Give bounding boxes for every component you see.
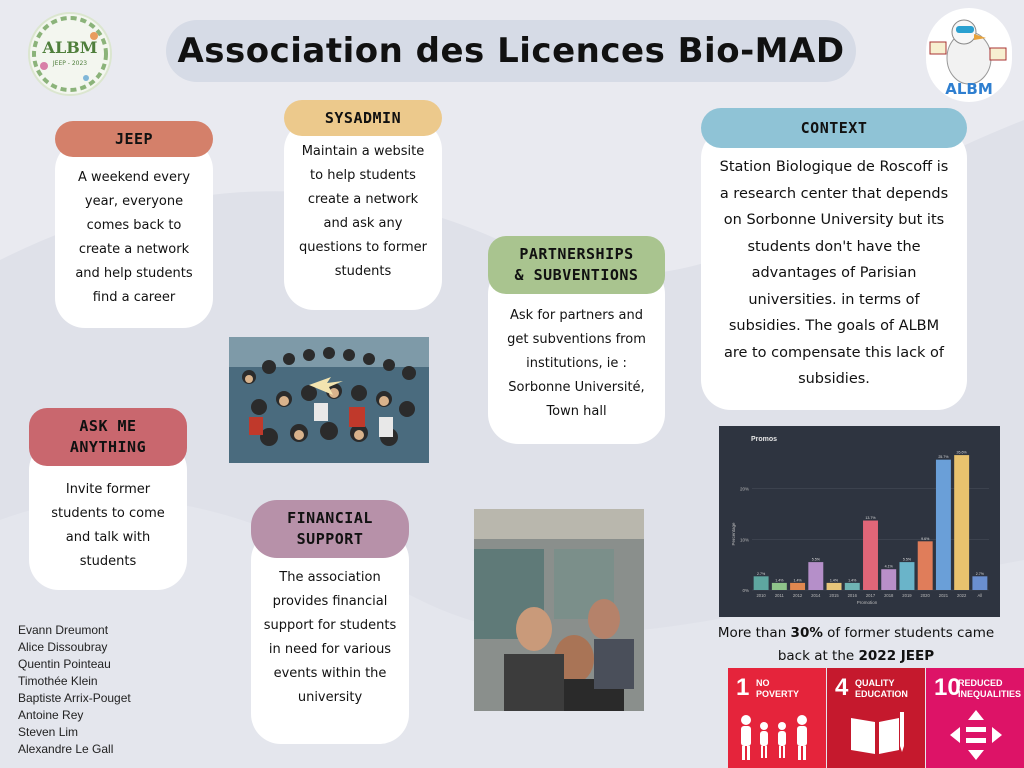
sdg-tile-reduced-inequalities: [926, 668, 1024, 768]
chart-data-label: 9.6%: [921, 536, 930, 541]
chart-data-label: 5.5%: [902, 557, 912, 562]
albm-jeep-logo: [28, 12, 112, 96]
team-member-name: Antoine Rey: [18, 708, 84, 722]
chart-bar: [863, 521, 878, 590]
partnerships-tag-line2: & SUBVENTIONS: [514, 266, 639, 284]
chart-bar: [972, 576, 987, 590]
caption-highlight-percent: 30%: [790, 625, 823, 641]
chart-data-label: 1.4%: [775, 578, 784, 583]
chart-xtick-label: 2012: [792, 593, 803, 598]
financial-card: [251, 530, 409, 744]
chart-bar: [899, 562, 914, 590]
group-photo-boat: [229, 337, 429, 463]
jeep-return-caption: [706, 622, 1006, 668]
context-tag: [701, 108, 967, 148]
left-logo-subtitle: JEEP - 2023: [52, 60, 88, 67]
family-icon: [738, 712, 816, 762]
chart-data-label: 13.7%: [865, 516, 876, 521]
sysadmin-card: [284, 120, 442, 310]
chart-data-label: 26.6%: [956, 450, 967, 455]
chart-title: Promos: [751, 436, 778, 443]
chart-bar: [808, 562, 823, 590]
caption-middle: of former students came back at the: [777, 625, 995, 664]
chart-bar: [936, 460, 951, 590]
sdg-number: 4: [835, 674, 849, 701]
chart-data-label: 4.1%: [884, 564, 893, 569]
sdg-number: 10: [934, 674, 961, 701]
partnerships-text: Ask for partners and get subventions from institutions, ie : Sorbonne Université, Town hall: [507, 308, 646, 419]
sdg-label-line2: EDUCATION: [855, 689, 908, 699]
chart-bar: [827, 583, 842, 590]
chart-bar: [754, 576, 769, 590]
selfie-photo-image: [474, 509, 644, 711]
financial-tag-line1: FINANCIAL: [287, 509, 373, 527]
sdg-number: 1: [736, 674, 750, 701]
right-logo-text: ALBM: [945, 80, 993, 98]
left-logo-text: ALBM: [42, 38, 98, 57]
promos-chart-svg: [719, 426, 1000, 617]
chart-ytick-label: 0%: [742, 588, 749, 593]
promos-chart: [719, 426, 1000, 617]
chart-xtick-label: 2019: [902, 593, 912, 598]
selfie-photo: [474, 509, 644, 711]
chart-xtick-label: 2021: [938, 593, 949, 598]
jeep-text: A weekend every year, everyone comes back to create a network and help students find a career: [75, 170, 193, 305]
chart-ytick-label: 10%: [739, 537, 749, 543]
team-member-name: Baptiste Arrix-Pouget: [18, 691, 131, 705]
chart-xtick-label: All: [977, 593, 983, 598]
team-member-name: Timothée Klein: [18, 674, 98, 688]
jeep-tag: [55, 121, 213, 157]
jeep-card: [55, 140, 213, 328]
equals-arrows-icon: [948, 708, 1004, 762]
sdg-label: [756, 678, 799, 700]
chart-data-label: 5.5%: [811, 557, 820, 562]
team-member-name: Steven Lim: [18, 725, 79, 739]
sysadmin-tag-label: SYSADMIN: [324, 108, 402, 127]
chart-data-label: 1.4%: [793, 578, 802, 583]
team-member-name: Alexandre Le Gall: [18, 742, 114, 756]
chart-data-label: 2.7%: [757, 571, 766, 576]
sdg-label-line2: POVERTY: [756, 689, 800, 699]
partnerships-tag: [488, 236, 665, 294]
chart-xtick-label: 2022: [956, 593, 967, 598]
chart-data-label: 1.4%: [829, 578, 839, 583]
chart-bar: [845, 583, 860, 590]
chart-xtick-label: 2020: [920, 593, 930, 598]
chart-bar: [772, 583, 787, 590]
chart-bar: [954, 455, 969, 590]
ama-text: Invite former students to come and talk with students: [51, 482, 165, 569]
group-photo-image: [229, 337, 429, 463]
team-member-name: Quentin Pointeau: [18, 657, 111, 671]
financial-text: The association provides financial support for students in need for various events within the university: [263, 570, 397, 705]
albm-mascot-logo: [926, 8, 1012, 102]
chart-xlabel: Promotion: [856, 600, 878, 605]
sysadmin-tag: [284, 100, 442, 136]
ama-tag-line1: ASK ME: [79, 417, 137, 435]
chart-data-label: 1.4%: [848, 578, 857, 583]
team-names-list: [18, 622, 131, 758]
page-title: Association des Licences Bio-MAD: [166, 20, 856, 82]
financial-tag-line2: SUPPORT: [296, 530, 364, 548]
team-member-name: Evann Dreumont: [18, 623, 109, 637]
chart-xtick-label: 2014: [811, 593, 821, 598]
ama-tag: [29, 408, 187, 466]
partnerships-tag-line1: PARTNERSHIPS: [519, 245, 634, 263]
chart-xtick-label: 2011: [774, 593, 784, 598]
chart-bar: [918, 541, 933, 590]
chart-xtick-label: 2010: [756, 593, 766, 598]
jeep-tag-label: JEEP: [114, 129, 154, 148]
context-tag-label: CONTEXT: [800, 118, 868, 137]
chart-xtick-label: 2015: [829, 593, 839, 598]
chart-bar: [790, 583, 805, 590]
sdg-tile-quality-education: [827, 668, 925, 768]
chart-ytick-label: 20%: [739, 486, 749, 492]
caption-before: More than: [717, 625, 791, 641]
context-card: [701, 128, 967, 410]
sdg-label: [855, 678, 908, 700]
sdg-label-line1: REDUCED: [958, 678, 1003, 688]
chart-bar: [881, 569, 896, 590]
sdg-label-line1: NO: [756, 678, 770, 688]
sdg-label-line1: QUALITY: [855, 678, 895, 688]
sdg-label-line2: INEQUALITIES: [958, 689, 1022, 699]
sdg-label: [958, 678, 1021, 700]
book-icon: [849, 712, 905, 756]
context-text: Station Biologique de Roscoff is a research center that depends on Sorbonne University but its students don't have the advantages of Parisian universities. in terms of subsidies. The goals of ALBM are to compensate this lack of subsidies.: [719, 159, 949, 387]
chart-xtick-label: 2017: [865, 593, 876, 598]
ama-tag-line2: ANYTHING: [69, 438, 147, 456]
team-member-name: Alice Dissoubray: [18, 640, 108, 654]
chart-xtick-label: 2018: [884, 593, 894, 598]
chart-ylabel: Percentage: [731, 522, 736, 546]
chart-data-label: 25.7%: [938, 455, 949, 460]
chart-data-label: 2.7%: [975, 571, 984, 576]
caption-highlight-jeep: 2022 JEEP: [858, 648, 935, 664]
financial-tag: [251, 500, 409, 558]
chart-xtick-label: 2016: [847, 593, 857, 598]
sysadmin-text: Maintain a website to help students create a network and ask any questions to former students: [299, 144, 427, 279]
sdg-tile-no-poverty: [728, 668, 826, 768]
